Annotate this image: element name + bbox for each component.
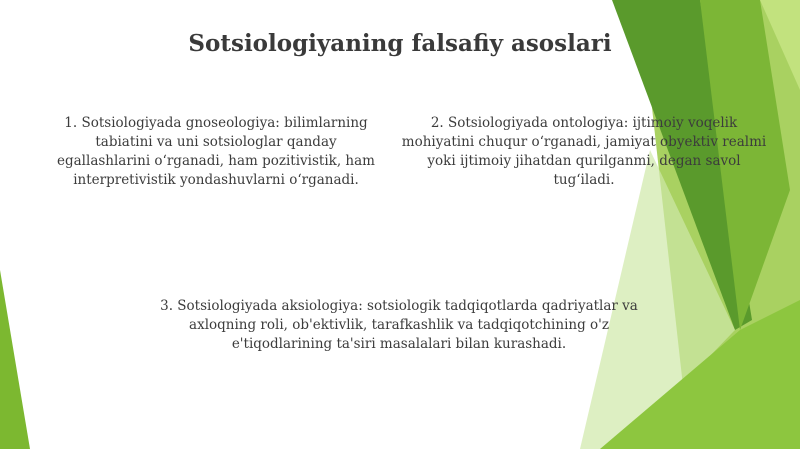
- paragraph-axiology: 3. Sotsiologiyada aksiologiya: sotsiologik tadqiqotlarda qadriyatlar va axloqning roli, ob'ektivlik, tarafkashlik va tadqiqotchining o'z e'tiqodlarining ta'siri masalalari bilan kurashadi.: [160, 298, 638, 352]
- paragraph-gnoseology: 1. Sotsiologiyada gnoseologiya: bilimlarning tabiatini va uni sotsiologlar qanday egallashlarini o‘rganadi, ham pozitivistik, ham interpretivistik yondashuvlarni o‘rganadi.: [57, 115, 375, 188]
- left-green-shape: [0, 270, 30, 449]
- paragraph-ontology: 2. Sotsiologiyada ontologiya: ijtimoiy voqelik mohiyatini chuqur o‘rganadi, jamiyat obyektiv realmi yoki ijtimoiy jihatdan qurilganmi, degan savol tug‘iladi.: [401, 115, 767, 188]
- slide-title: Sotsiologiyaning falsafiy asoslari: [188, 30, 612, 57]
